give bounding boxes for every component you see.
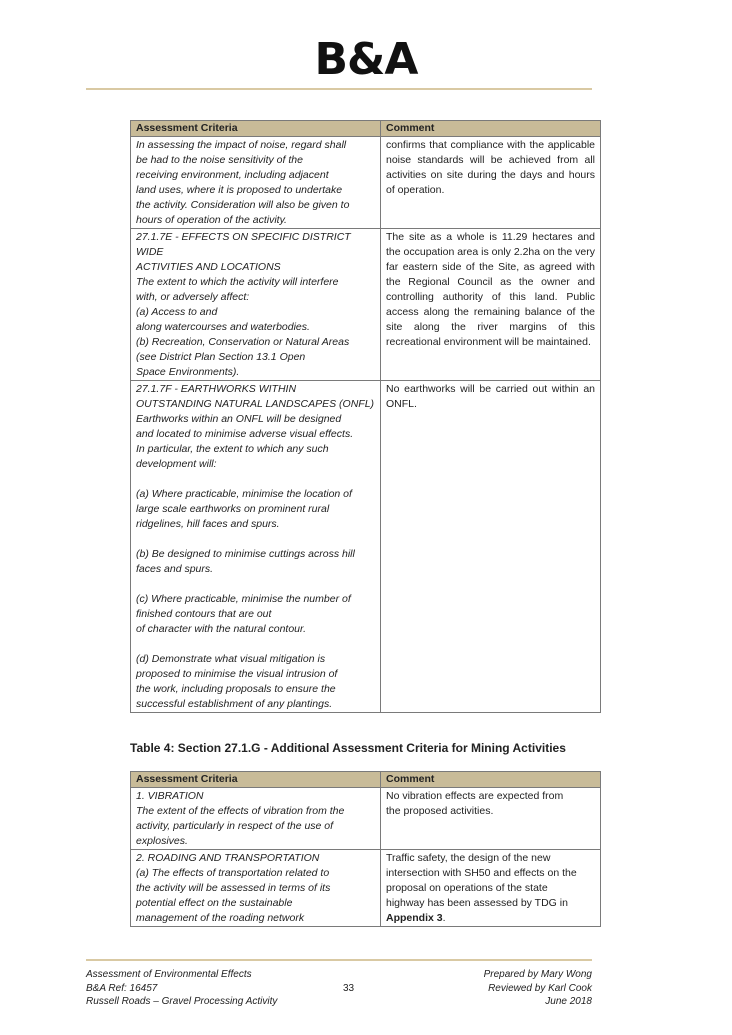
comment-line: highway has been assessed by TDG in [386, 897, 568, 909]
criteria-line: In assessing the impact of noise, regard shall [136, 139, 347, 151]
criteria-line: (a) Access to and [136, 306, 218, 318]
criteria-cell [131, 788, 381, 850]
header-rule [86, 88, 592, 90]
criteria-line: the work, including proposals to ensure the [136, 683, 336, 695]
footer-reference: B&A Ref: 16457 [86, 982, 158, 994]
criteria-line: along watercourses and waterbodies. [136, 321, 310, 333]
criteria-line: (see District Plan Section 13.1 Open [136, 351, 306, 363]
criteria-line: (a) The effects of transportation related to [136, 867, 330, 879]
assessment-table-1 [130, 120, 601, 713]
table-header-row [131, 772, 601, 788]
criteria-line: with, or adversely affect: [136, 291, 250, 303]
footer-date: June 2018 [545, 996, 592, 1007]
line-gap [136, 532, 375, 547]
criteria-cell [131, 381, 381, 713]
assessment-table-2 [130, 771, 601, 927]
footer-rule [86, 959, 592, 961]
criteria-line: (b) Recreation, Conservation or Natural Areas [136, 336, 350, 348]
criteria-line: successful establishment of any plantings. [136, 698, 333, 710]
criteria-cell [131, 229, 381, 381]
criteria-line: 27.1.7F - EARTHWORKS WITHIN [136, 383, 297, 395]
criteria-line: hours of operation of the activity. [136, 214, 287, 226]
criteria-line: 2. ROADING AND TRANSPORTATION [136, 852, 320, 864]
comment-cell: No earthworks will be carried out within an ONFL. [381, 381, 601, 713]
criteria-line: potential effect on the sustainable [136, 897, 293, 909]
comment-cell [381, 788, 601, 850]
line-gap [136, 472, 375, 487]
criteria-cell [131, 850, 381, 927]
column-header: Comment [381, 772, 601, 788]
table-row [131, 381, 601, 713]
criteria-line: and located to minimise adverse visual effects. [136, 428, 354, 440]
table-row [131, 229, 601, 381]
criteria-line: Space Environments). [136, 366, 240, 378]
criteria-line: development will: [136, 458, 217, 470]
comment-period: . [442, 912, 446, 924]
criteria-line: explosives. [136, 835, 188, 847]
criteria-line: ridgelines, hill faces and spurs. [136, 518, 280, 530]
table-row [131, 788, 601, 850]
criteria-line: (b) Be designed to minimise cuttings across hill [136, 548, 355, 560]
comment-cell [381, 850, 601, 927]
criteria-line: faces and spurs. [136, 563, 214, 575]
line-gap [136, 637, 375, 652]
footer-right [484, 968, 592, 1009]
criteria-line: In particular, the extent to which any such [136, 443, 329, 455]
comment-line: the proposed activities. [386, 805, 494, 817]
criteria-line: (d) Demonstrate what visual mitigation is [136, 653, 326, 665]
criteria-line: The extent of the effects of vibration from the [136, 805, 345, 817]
footer-reviewed-by: Reviewed by Karl Cook [488, 982, 592, 994]
footer-left [86, 968, 277, 1009]
criteria-line: 27.1.7E - EFFECTS ON SPECIFIC DISTRICT WIDE [136, 231, 351, 258]
criteria-line: ACTIVITIES AND LOCATIONS [136, 261, 281, 273]
page-number: 33 [343, 983, 355, 994]
footer-document-title: Assessment of Environmental Effects [86, 969, 252, 980]
criteria-line: of character with the natural contour. [136, 623, 307, 635]
criteria-line: land uses, where it is proposed to undertake [136, 184, 343, 196]
criteria-line: activity, particularly in respect of the use of [136, 820, 334, 832]
appendix-reference: Appendix 3 [386, 912, 443, 924]
criteria-cell [131, 137, 381, 229]
criteria-line: OUTSTANDING NATURAL LANDSCAPES (ONFL) [136, 398, 375, 410]
footer-project: Russell Roads – Gravel Processing Activity [86, 996, 278, 1007]
comment-line: Traffic safety, the design of the new [386, 852, 551, 864]
criteria-line: (a) Where practicable, minimise the location of [136, 488, 352, 500]
criteria-line: be had to the noise sensitivity of the [136, 154, 303, 166]
comment-line [386, 911, 595, 926]
criteria-line: finished contours that are out [136, 608, 272, 620]
table-row [131, 137, 601, 229]
comment-line: No vibration effects are expected from [386, 790, 564, 802]
comment-line: intersection with SH50 and effects on the [386, 867, 577, 879]
column-header: Assessment Criteria [131, 772, 381, 788]
criteria-line: Earthworks within an ONFL will be designed [136, 413, 342, 425]
criteria-line: large scale earthworks on prominent rural [136, 503, 330, 515]
table-header-row [131, 121, 601, 137]
criteria-line: receiving environment, including adjacent [136, 169, 329, 181]
line-gap [136, 577, 375, 592]
footer-prepared-by: Prepared by Mary Wong [483, 969, 592, 980]
table-caption: Table 4: Section 27.1.G - Additional Assessment Criteria for Mining Activities [130, 741, 566, 755]
column-header: Assessment Criteria [131, 121, 381, 137]
company-logo: B&A [314, 34, 418, 85]
criteria-line: the activity. Consideration will also be given to [136, 199, 350, 211]
criteria-line: the activity will be assessed in terms of its [136, 882, 331, 894]
table-row [131, 850, 601, 927]
criteria-line: management of the roading network [136, 912, 305, 924]
comment-cell: The site as a whole is 11.29 hectares and the occupation area is only 2.2ha on the very far eastern side of the Site, as agreed with the Regional Council as the owner and controlling authority of this land. Public access along the remaining balance of the site along the river margins of this recreational environment will be maintained. [381, 229, 601, 381]
column-header: Comment [381, 121, 601, 137]
criteria-line: 1. VIBRATION [136, 790, 204, 802]
comment-line: proposal on operations of the state [386, 882, 548, 894]
criteria-line: proposed to minimise the visual intrusion of [136, 668, 338, 680]
comment-cell: confirms that compliance with the applicable noise standards will be achieved from all activities on site during the days and hours of operation. [381, 137, 601, 229]
criteria-line: (c) Where practicable, minimise the number of [136, 593, 351, 605]
criteria-line: The extent to which the activity will interfere [136, 276, 339, 288]
